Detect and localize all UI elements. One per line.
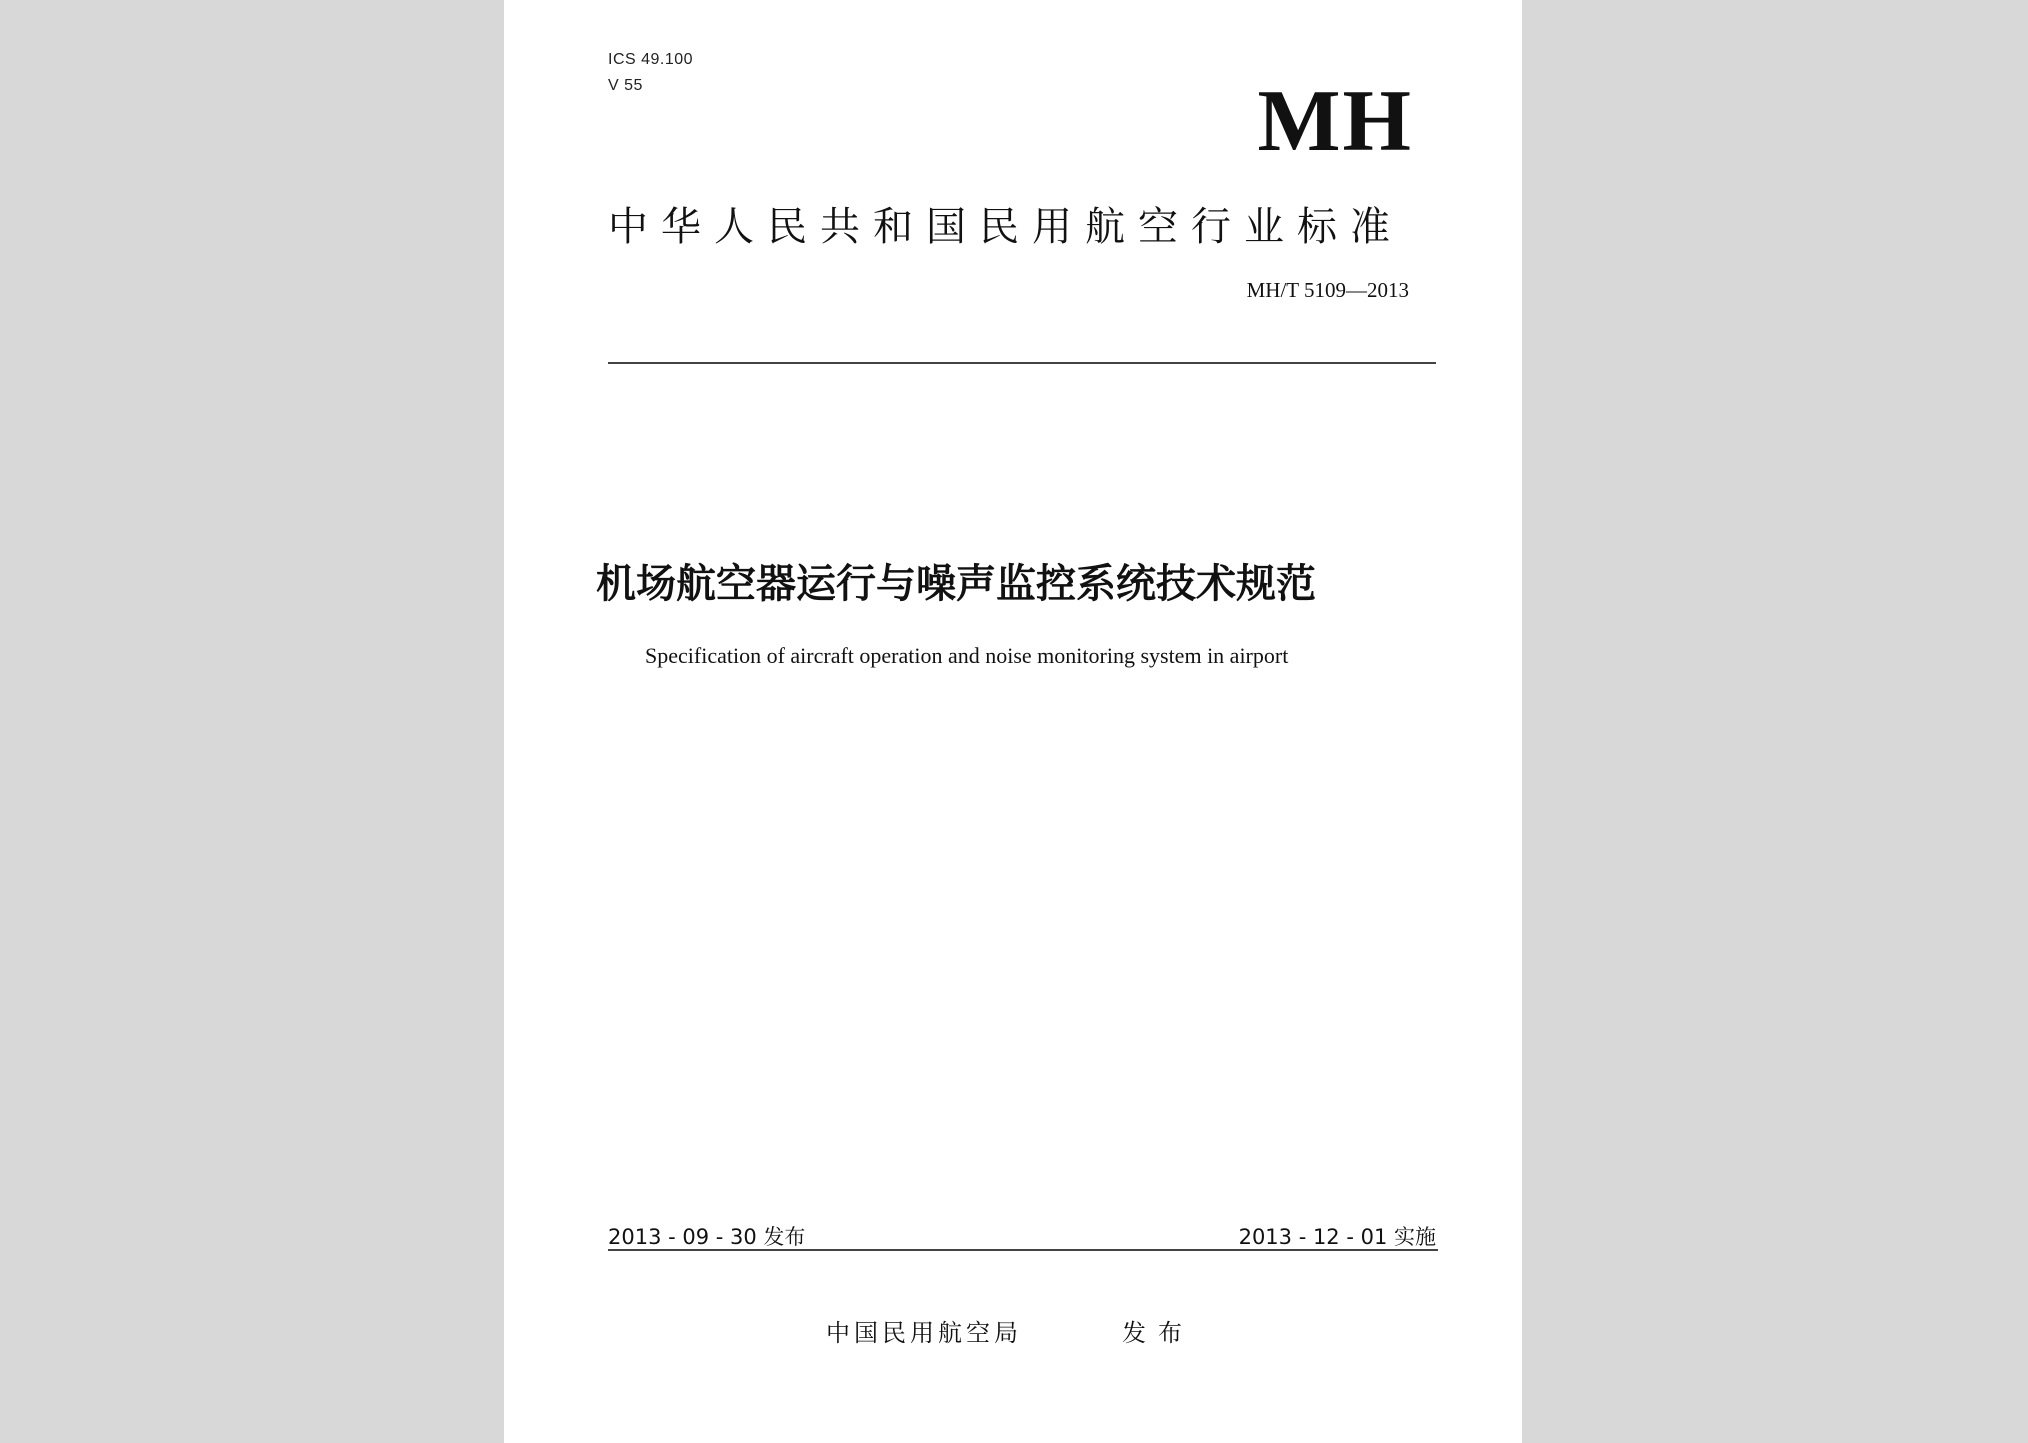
publisher-name: 中国民用航空局 xyxy=(826,1319,1022,1347)
standard-title: 中华人民共和国民用航空行业标准 xyxy=(608,204,1403,250)
ics-code: ICS 49.100 xyxy=(608,51,694,68)
footer-divider xyxy=(608,1249,1438,1251)
document-title-cn: 机场航空器运行与噪声监控系统技术规范 xyxy=(596,561,1316,607)
standard-number: MH/T 5109—2013 xyxy=(1246,278,1409,302)
implementation-date: 2013 - 12 - 01 实施 xyxy=(1238,1225,1436,1249)
mh-logo: MH xyxy=(1257,73,1413,170)
document-page xyxy=(504,0,1522,1443)
header-divider xyxy=(608,362,1436,364)
issue-date: 2013 - 09 - 30 发布 xyxy=(608,1225,806,1249)
document-title-en: Specification of aircraft operation and noise monitoring system in airport xyxy=(645,643,1289,668)
publish-label: 发布 xyxy=(1122,1319,1194,1347)
ccs-code: V 55 xyxy=(608,77,643,94)
